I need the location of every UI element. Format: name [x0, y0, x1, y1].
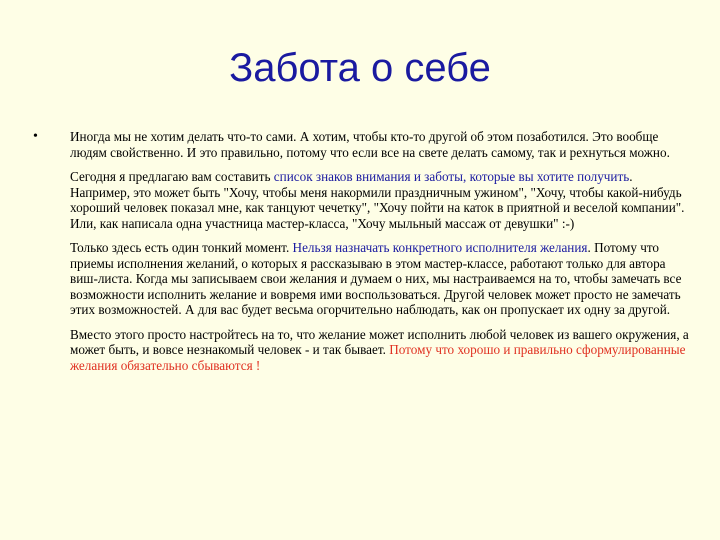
paragraph-text: Вместо этого просто настройтесь на то, что желание может исполнить любой человек из вашего окружения, а может быть, и вовсе незнакомый человек - и так бывает. — [70, 326, 689, 357]
highlighted-text: список знаков внимания и заботы, которые вы хотите получить — [273, 169, 630, 184]
paragraph-text: Только здесь есть один тонкий момент. — [70, 240, 293, 255]
paragraph — [70, 327, 690, 374]
paragraph-text: . Например, это может быть "Хочу, чтобы меня накормили праздничным ужином", "Хочу, чтобы какой-нибудь хороший человек показал мне, как танцуют чечетку", "Хочу пойти на каток в приятной и веселой компании". Или, как написала одна участница мастер-класса, "Хочу мыльный массаж от девушки" :-) — [70, 169, 685, 231]
paragraph-text: Сегодня я предлагаю вам составить — [70, 169, 274, 184]
paragraph — [70, 129, 690, 160]
slide-body — [70, 129, 690, 382]
highlighted-text: Потому что хорошо и правильно сформулированные желания обязательно сбываются ! — [70, 342, 686, 373]
slide-title: Забота о себе — [229, 46, 491, 90]
bullet-marker: • — [33, 129, 38, 144]
highlighted-text: Нельзя назначать конкретного исполнителя желания — [292, 240, 588, 255]
paragraph-text: . Потому что приемы исполнения желаний, о которых я рассказываю в этом мастер-классе, работают только для автора виш-листа. Когда мы записываем свои желания и думаем о них, мы настраиваемся на то, чтобы замечать все возможности исполнить желание и вовремя ими воспользоваться. Другой человек может просто не замечать этих возможностей. А для вас будет весьма огорчительно наблюдать, как он пропускает их одну за другой. — [70, 240, 682, 317]
paragraph — [70, 240, 690, 318]
paragraph-text: Иногда мы не хотим делать что-то сами. А хотим, чтобы кто-то другой об этом позаботился. Это вообще людям свойственно. И это правильно, потому что если все на свете делать самому, так и рехнуться можно. — [70, 129, 670, 160]
paragraph — [70, 169, 690, 231]
